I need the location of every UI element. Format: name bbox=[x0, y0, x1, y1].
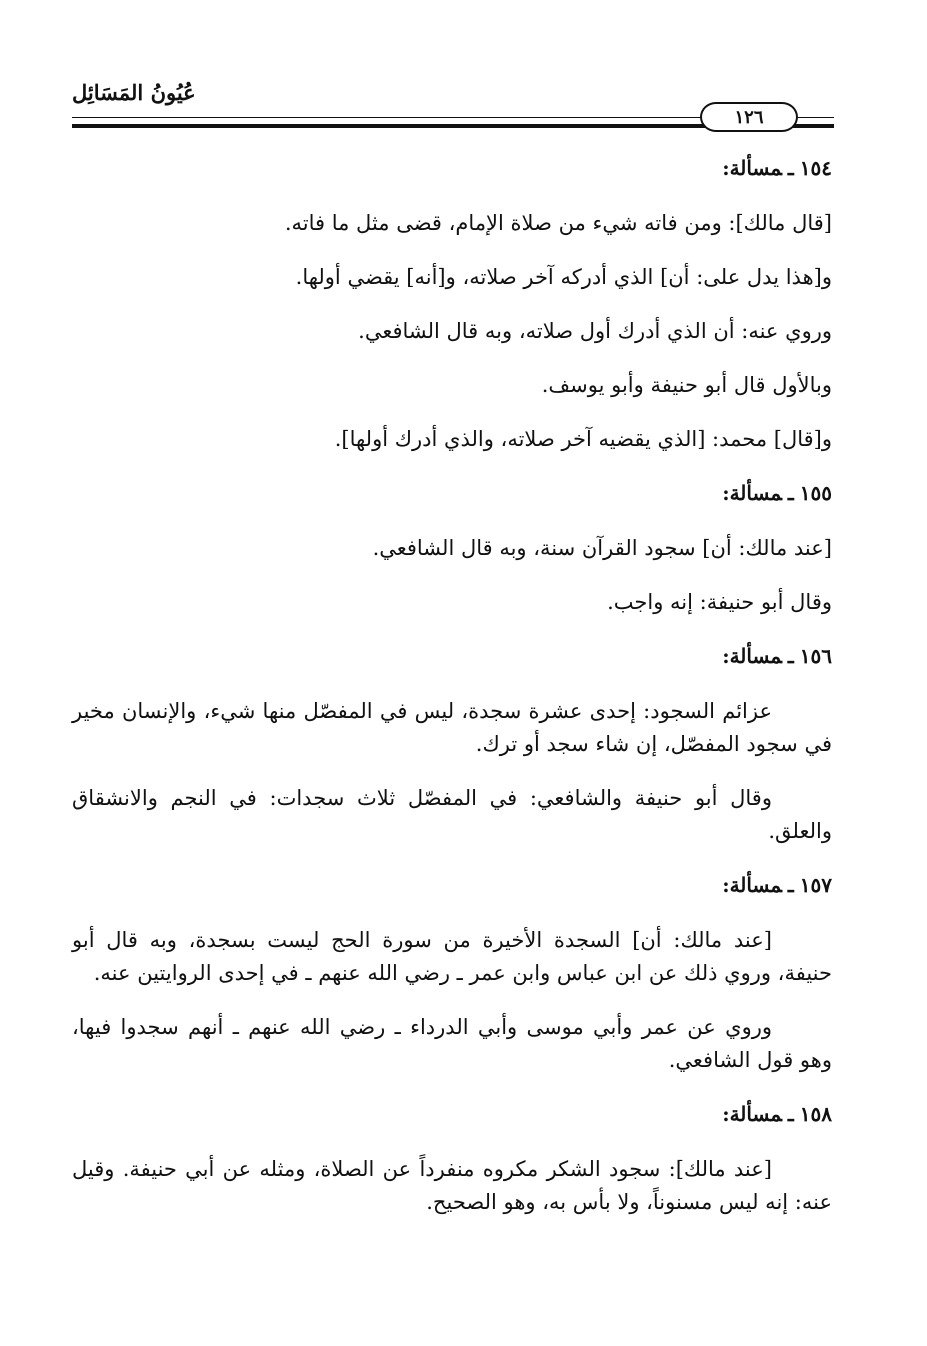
section-number: ١٥٧ bbox=[799, 873, 832, 897]
running-title: عُيُونُ المَسَائِل bbox=[72, 80, 196, 105]
section-heading bbox=[72, 640, 832, 673]
section-separator: ـ bbox=[787, 644, 794, 668]
page-content bbox=[72, 152, 832, 1240]
paragraph: و[قال] محمد: [الذي يقضيه آخر صلاته، والذي أدرك أولها]. bbox=[334, 427, 832, 451]
section-number: ١٥٤ bbox=[799, 156, 832, 180]
section-heading bbox=[72, 477, 832, 510]
section-number: ١٥٨ bbox=[799, 1102, 832, 1126]
section-heading bbox=[72, 1098, 832, 1131]
section-separator: ـ bbox=[787, 156, 794, 180]
paragraph: [عند مالك: أن] سجود القرآن سنة، وبه قال الشافعي. bbox=[372, 536, 832, 560]
paragraph: وقال أبو حنيفة: إنه واجب. bbox=[607, 590, 832, 614]
section-label: مسألة: bbox=[722, 1102, 782, 1126]
section-label: مسألة: bbox=[722, 873, 782, 897]
section-separator: ـ bbox=[787, 1102, 794, 1126]
page-number-frame bbox=[700, 102, 798, 132]
paragraph: [قال مالك]: ومن فاته شيء من صلاة الإمام، قضى مثل ما فاته. bbox=[284, 211, 832, 235]
section-label: مسألة: bbox=[722, 481, 782, 505]
paragraph: [عند مالك: أن] السجدة الأخيرة من سورة الحج ليست بسجدة، وبه قال أبو حنيفة، وروي ذلك عن ابن عباس وابن عمر ـ رضي الله عنهم ـ في إحدى الروايتين عنه. bbox=[72, 928, 832, 985]
section-number: ١٥٦ bbox=[799, 644, 832, 668]
section-heading bbox=[72, 152, 832, 185]
paragraph: عزائم السجود: إحدى عشرة سجدة، ليس في المفصّل منها شيء، والإنسان مخير في سجود المفصّل، إن شاء سجد أو ترك. bbox=[72, 699, 832, 756]
section-separator: ـ bbox=[787, 873, 794, 897]
page-number: ١٢٦ bbox=[734, 106, 764, 128]
section-heading bbox=[72, 869, 832, 902]
section-number: ١٥٥ bbox=[799, 481, 832, 505]
paragraph: وبالأول قال أبو حنيفة وأبو يوسف. bbox=[541, 373, 832, 397]
paragraph: و[هذا يدل على: أن] الذي أدركه آخر صلاته، و[أنه] يقضي أولها. bbox=[295, 265, 832, 289]
paragraph: [عند مالك]: سجود الشكر مكروه منفرداً عن الصلاة، ومثله عن أبي حنيفة. وقيل عنه: إنه ليس مسنوناً، ولا بأس به، وهو الصحيح. bbox=[72, 1157, 832, 1214]
section-label: مسألة: bbox=[722, 156, 782, 180]
paragraph: وقال أبو حنيفة والشافعي: في المفصّل ثلاث سجدات: في النجم والانشقاق والعلق. bbox=[72, 786, 832, 843]
paragraph: وروي عن عمر وأبي موسى وأبي الدرداء ـ رضي الله عنهم ـ أنهم سجدوا فيها، وهو قول الشافعي. bbox=[72, 1015, 832, 1072]
paragraph: وروي عنه: أن الذي أدرك أول صلاته، وبه قال الشافعي. bbox=[358, 319, 832, 343]
section-separator: ـ bbox=[787, 481, 794, 505]
section-label: مسألة: bbox=[722, 644, 782, 668]
